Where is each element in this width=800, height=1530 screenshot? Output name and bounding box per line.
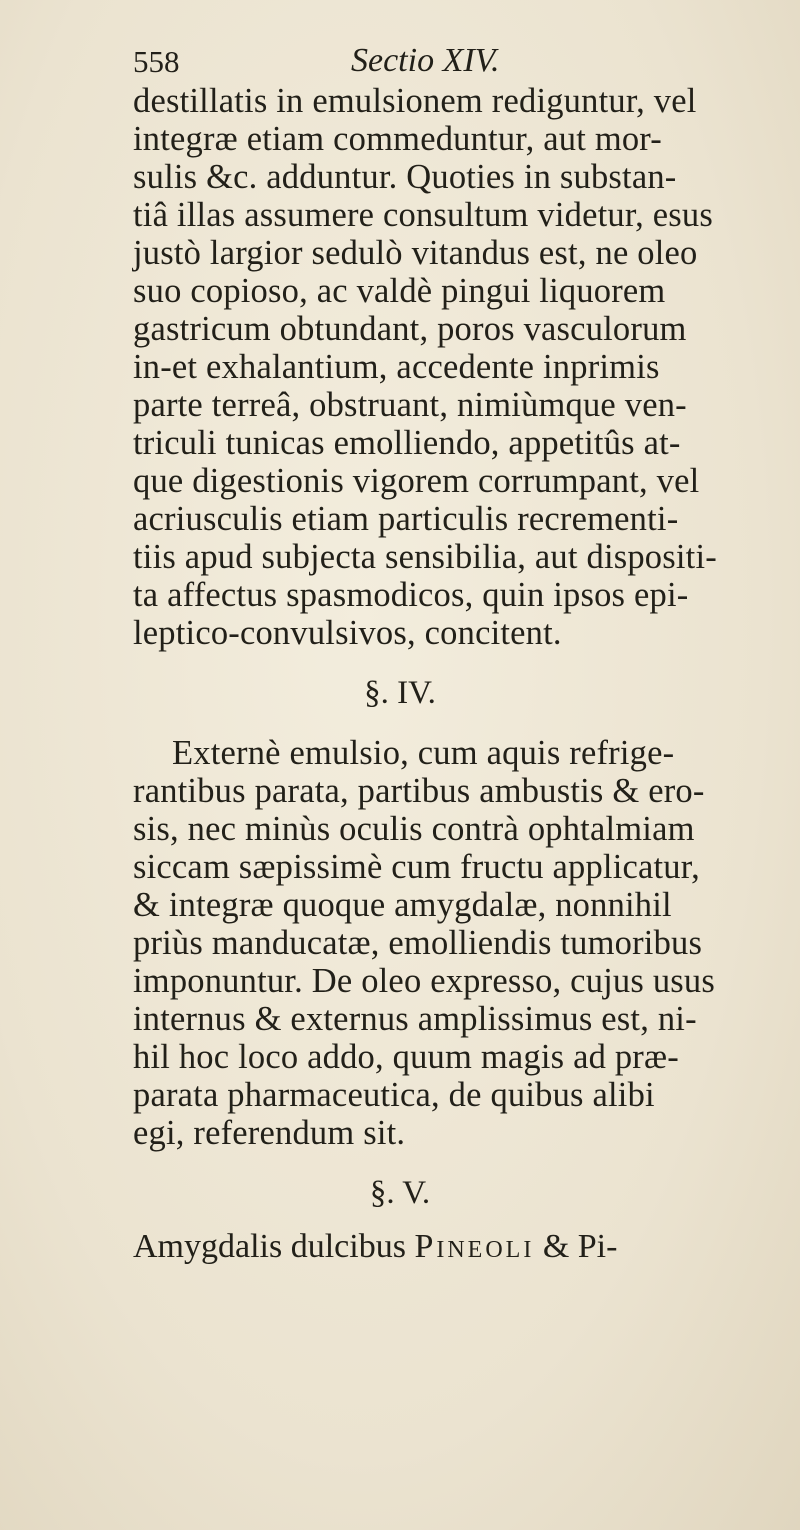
catchword-end: & Pi- [534, 1228, 618, 1265]
text-line: acriusculis etiam particulis recrementi- [133, 500, 679, 538]
text-line: rantibus parata, partibus ambustis & ero- [133, 772, 705, 810]
text-line: triculi tunicas emolliendo, appetitûs at- [133, 424, 681, 462]
page-number: 558 [133, 44, 180, 79]
catchword-line [133, 1228, 617, 1266]
text-line: parte terreâ, obstruant, nimiùmque ven- [133, 386, 687, 424]
text-line: imponuntur. De oleo expresso, cujus usus [133, 962, 715, 1000]
text-line: & integræ quoque amygdalæ, nonnihil [133, 886, 672, 924]
running-head: Sectio XIV. [351, 42, 500, 79]
text-line: sulis &c. adduntur. Quoties in substan- [133, 158, 677, 196]
text-line: tiis apud subjecta sensibilia, aut dispositi- [133, 538, 717, 576]
text-line: internus & externus amplissimus est, ni- [133, 1000, 697, 1038]
catchword-caps: Pineoli [414, 1228, 535, 1265]
text-line: suo copioso, ac valdè pingui liquorem [133, 272, 666, 310]
text-line: justò largior sedulò vitandus est, ne oleo [133, 234, 698, 272]
section-heading-iv: §. IV. [364, 675, 436, 711]
text-line: integræ etiam commeduntur, aut mor- [133, 120, 662, 158]
text-line: parata pharmaceutica, de quibus alibi [133, 1076, 655, 1114]
text-line: in-et exhalantium, accedente inprimis [133, 348, 660, 386]
page-header [133, 40, 673, 86]
text-line: hil hoc loco addo, quum magis ad præ- [133, 1038, 679, 1076]
text-line: ta affectus spasmodicos, quin ipsos epi- [133, 576, 689, 614]
text-line: egi, referendum sit. [133, 1114, 406, 1152]
catchword-start: Amygdalis dulcibus [133, 1228, 415, 1265]
text-line: leptico-convulsivos, concitent. [133, 614, 562, 652]
text-line: que digestionis vigorem corrumpant, vel [133, 462, 700, 500]
text-line: Externè emulsio, cum aquis refrige- [172, 734, 675, 772]
text-line: siccam sæpissimè cum fructu applicatur, [133, 848, 700, 886]
text-line: sis, nec minùs oculis contrà ophtalmiam [133, 810, 695, 848]
section-heading-v: §. V. [369, 1175, 431, 1211]
text-line: gastricum obtundant, poros vasculorum [133, 310, 687, 348]
text-line: priùs manducatæ, emolliendis tumoribus [133, 924, 703, 962]
text-line: tiâ illas assumere consultum videtur, esus [133, 196, 713, 234]
text-line: destillatis in emulsionem rediguntur, vel [133, 82, 697, 120]
